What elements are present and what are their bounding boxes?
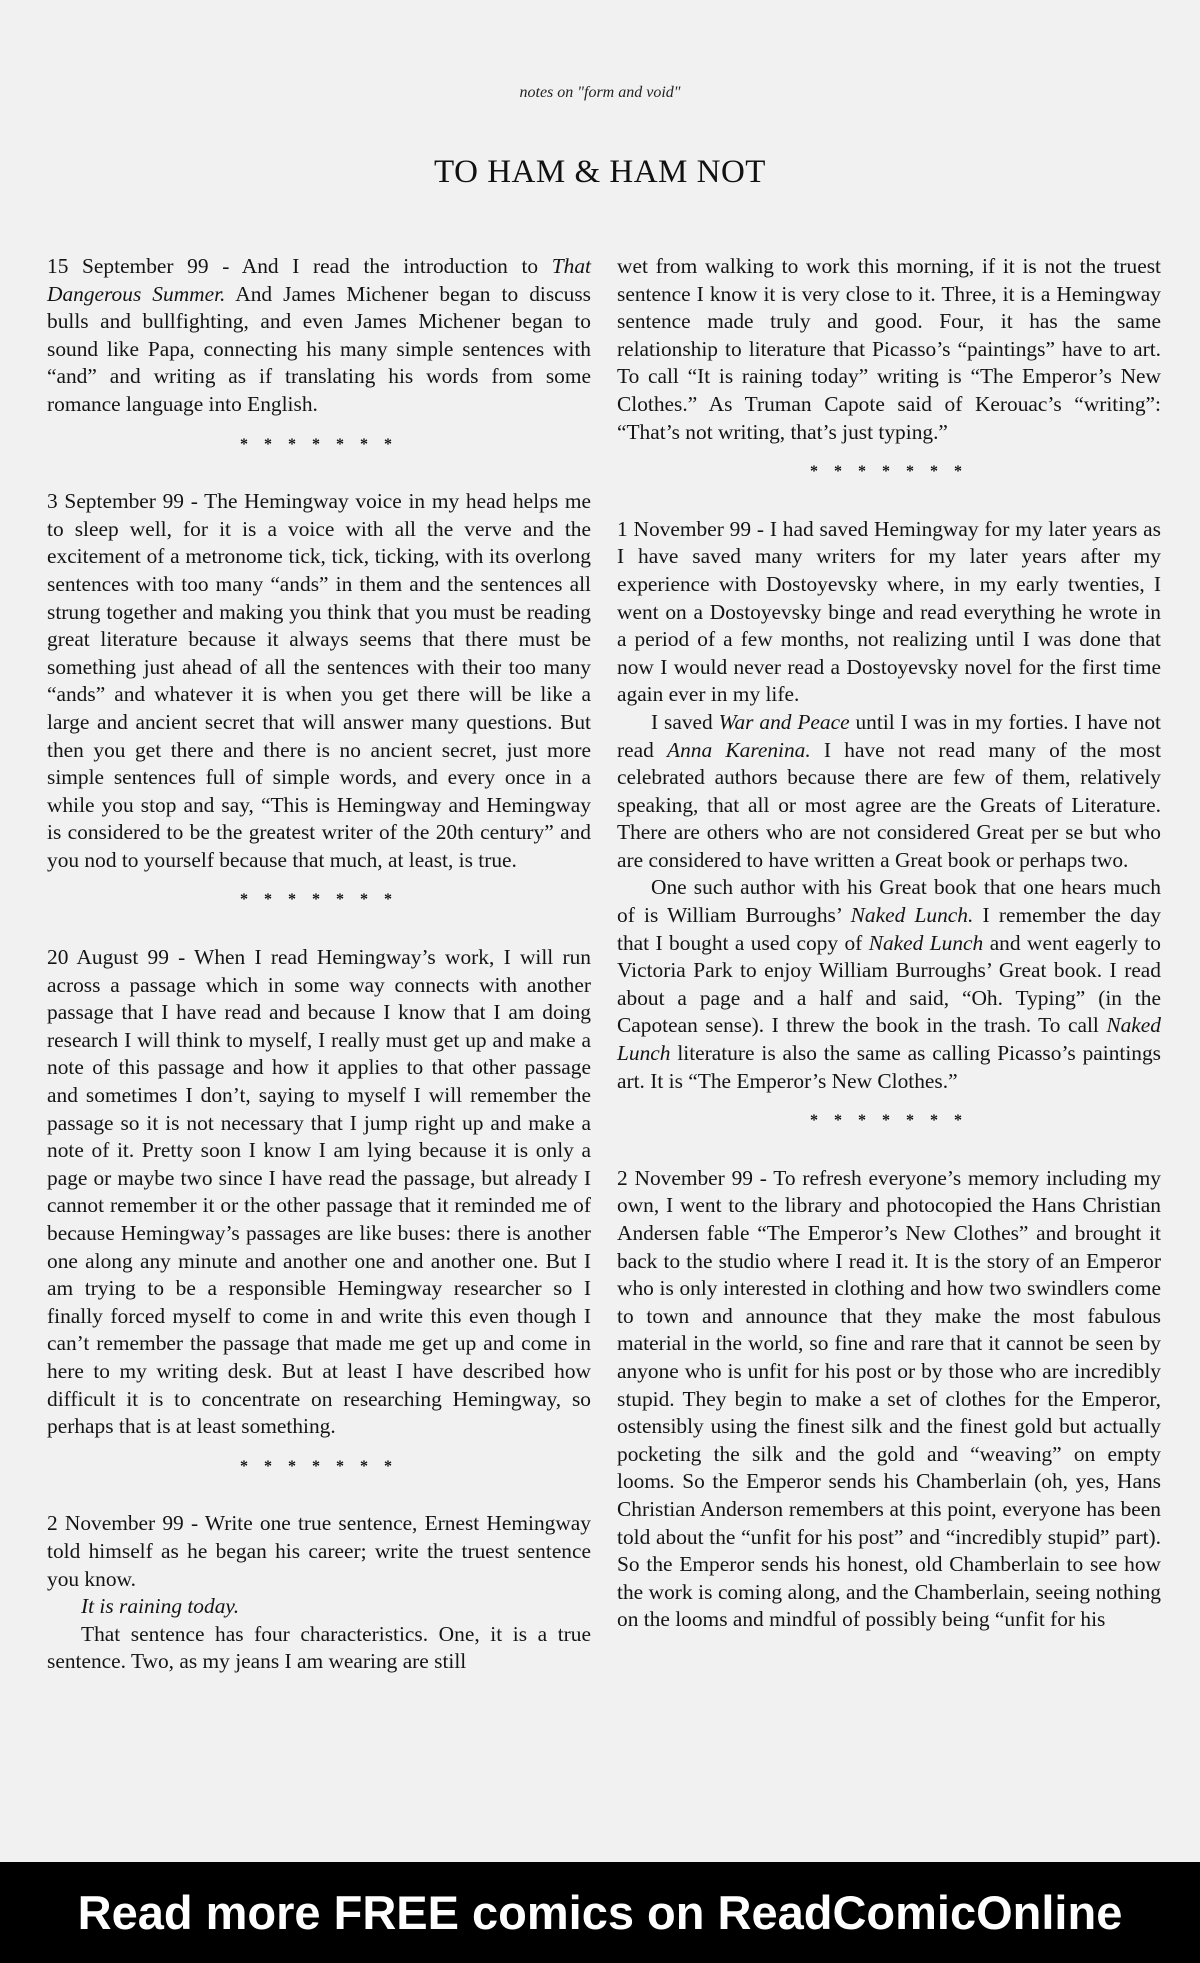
book-title: Naked Lunch. [850, 903, 974, 928]
entry-text: I saved [651, 709, 719, 734]
book-title: Anna Karenina. [667, 737, 811, 762]
entry-3-september: 3 September 99 - The Hemingway voice in my head helps me to sleep well, for it is a voice with all the verve and the excitement of a metronome tick, tick, ticking, with its overlong sentences with too many “ands” in them and the sentences all strung together and making you think that you must be reading great literature because it always seems that there must be something just ahead of all the sentences with their too many “ands” and whatever it is when you get there will be like a large and ancient secret that will answer many questions. But then you get there and there is no ancient secret, just more simple sentences full of simple words, and every once in a while you stop and say, “This is Hemingway and Hemingway is considered to be the greatest writer of the 20th century” and you nod to yourself because that much, at least, is true. [47, 489, 591, 872]
book-title: War and Peace [718, 709, 850, 734]
separator: * * * * * * * [810, 463, 968, 481]
entry-text: One such author with his Great book that one hears much of is William Burroughs’ [617, 875, 1161, 928]
header-note: notes on "form and void" [519, 84, 681, 101]
entry-text: And James Michener began to discuss bulls and bullfighting, and even James Michener began to sound like Papa, connecting his many simple sentences with “and” and writing as if translating his words from some romance language into English. [47, 281, 591, 416]
entry-text: I remember the day that I bought a used copy of [617, 903, 1161, 955]
separator: * * * * * * * [240, 1457, 398, 1475]
book-title: That Dangerous Summer. [47, 254, 591, 306]
separator: * * * * * * * [810, 1112, 968, 1130]
promo-banner[interactable]: Read more FREE comics on ReadComicOnline [0, 1862, 1200, 1963]
separator: * * * * * * * [240, 891, 398, 909]
entry-continuation: wet from walking to work this morning, if it is not the truest sentence I know it is very close to it. Three, it is a Hemingway sentence made truly and good. Four, it has the same relationship to literature that Picasso’s “paintings” have to art. To call “It is raining today” writing is “The Emperor’s New Clothes.” As Truman Capote said of Kerouac’s “writing”: “That’s not writing, that’s just typing.” [617, 254, 1161, 444]
entry-2-november: 2 November 99 - Write one true sentence, Ernest Hemingway told himself as he began his career; write the truest sentence you know. [47, 1511, 591, 1591]
entry-text: literature is also the same as calling Picasso’s paintings art. It is “The Emperor’s New Clothes.” [617, 1041, 1161, 1093]
entry-2-november-fable: 2 November 99 - To refresh everyone’s memory including my own, I went to the library and photocopied the Hans Christian Andersen fable “The Emperor’s New Clothes” and brought it back to the studio where I read it. It is the story of an Emperor who is only interested in clothing and how two swindlers come to town and announce that they make the most fabulous material in the world, so fine and rare that it cannot be seen by anyone who is unfit for his post or by those who are incredibly stupid. They begin to make a set of clothes for the Emperor, ostensibly using the finest silk and the finest gold but actually pocketing the silk and the gold and “weaving” on empty looms. So the Emperor sends his Chamberlain (oh, yes, Hans Christian Anderson remembers at this point, everyone has been told about the “unfit for his post” and “incredibly stupid” part). So the Emperor sends his honest, old Chamberlain to see how the work is coming along, and the Chamberlain, seeing nothing on the looms and mindful of possibly being “unfit for his [617, 1165, 1161, 1632]
entry-15-september [47, 253, 591, 419]
quote-text: It is raining today. [81, 1594, 240, 1619]
entry-paragraph: That sentence has four characteristics. One, it is a true sentence. Two, as my jeans I am wearing are still [47, 1621, 591, 1674]
page-title: TO HAM & HAM NOT [434, 154, 766, 190]
separator: * * * * * * * [240, 435, 398, 453]
entry-text: 15 September 99 - And I read the introduction to [47, 254, 552, 278]
entry-text: and went eagerly to Victoria Park to enjoy William Burroughs’ Great book. I read about a page and a half and said, “Oh. Typing” (in the Capotean sense). I threw the book in the trash. To call [617, 930, 1162, 1038]
entry-1-november: 1 November 99 - I had saved Hemingway for my later years as I have saved many writers for my later years after my experience with Dostoyevsky where, in my early twenties, I went on a Dostoyevsky binge and read everything he wrote in a period of a few months, not realizing until I was done that now I would never read a Dostoyevsky novel for the first time again ever in my life. [617, 516, 1161, 707]
entry-20-august: 20 August 99 - When I read Hemingway’s work, I will run across a passage which in some way connects with another passage that I have read and because I know that I am doing research I will think to myself, I really must get up and make a note of this passage and how it applies to that other passage and sometimes I don’t, saying to myself I will remember the passage so it is not necessary that I jump right up and make a note of it. Pretty soon I know I am lying because it is only a page or maybe two since I have read the passage, but already I cannot remember it or the other passage that it reminded me of because Hemingway’s passages are like buses: there is another one along any minute and another one and another one. But I am trying to be a responsible Hemingway researcher so I finally forced myself to come in and write this even though I can’t remember the passage that made me get up and come in here to my writing desk. But at least I have described how difficult it is to concentrate on researching Hemingway, so perhaps that is at least something. [47, 945, 591, 1439]
book-title: Naked Lunch [617, 1013, 1161, 1066]
entry-paragraph [617, 709, 1161, 875]
entry-text: until I was in my forties. I have not read [617, 709, 1161, 762]
left-column [47, 253, 591, 1676]
entry-text: I have not read many of the most celebrated authors because there are few of them, relatively speaking, that all or most agree are the Greats of Literature. There are others who are not considered Great per se but who are considered to have written a Great book or perhaps two. [617, 737, 1162, 872]
true-sentence [47, 1593, 591, 1621]
right-column [617, 253, 1161, 1634]
book-title: Naked Lunch [868, 930, 984, 955]
entry-paragraph [617, 874, 1161, 1095]
